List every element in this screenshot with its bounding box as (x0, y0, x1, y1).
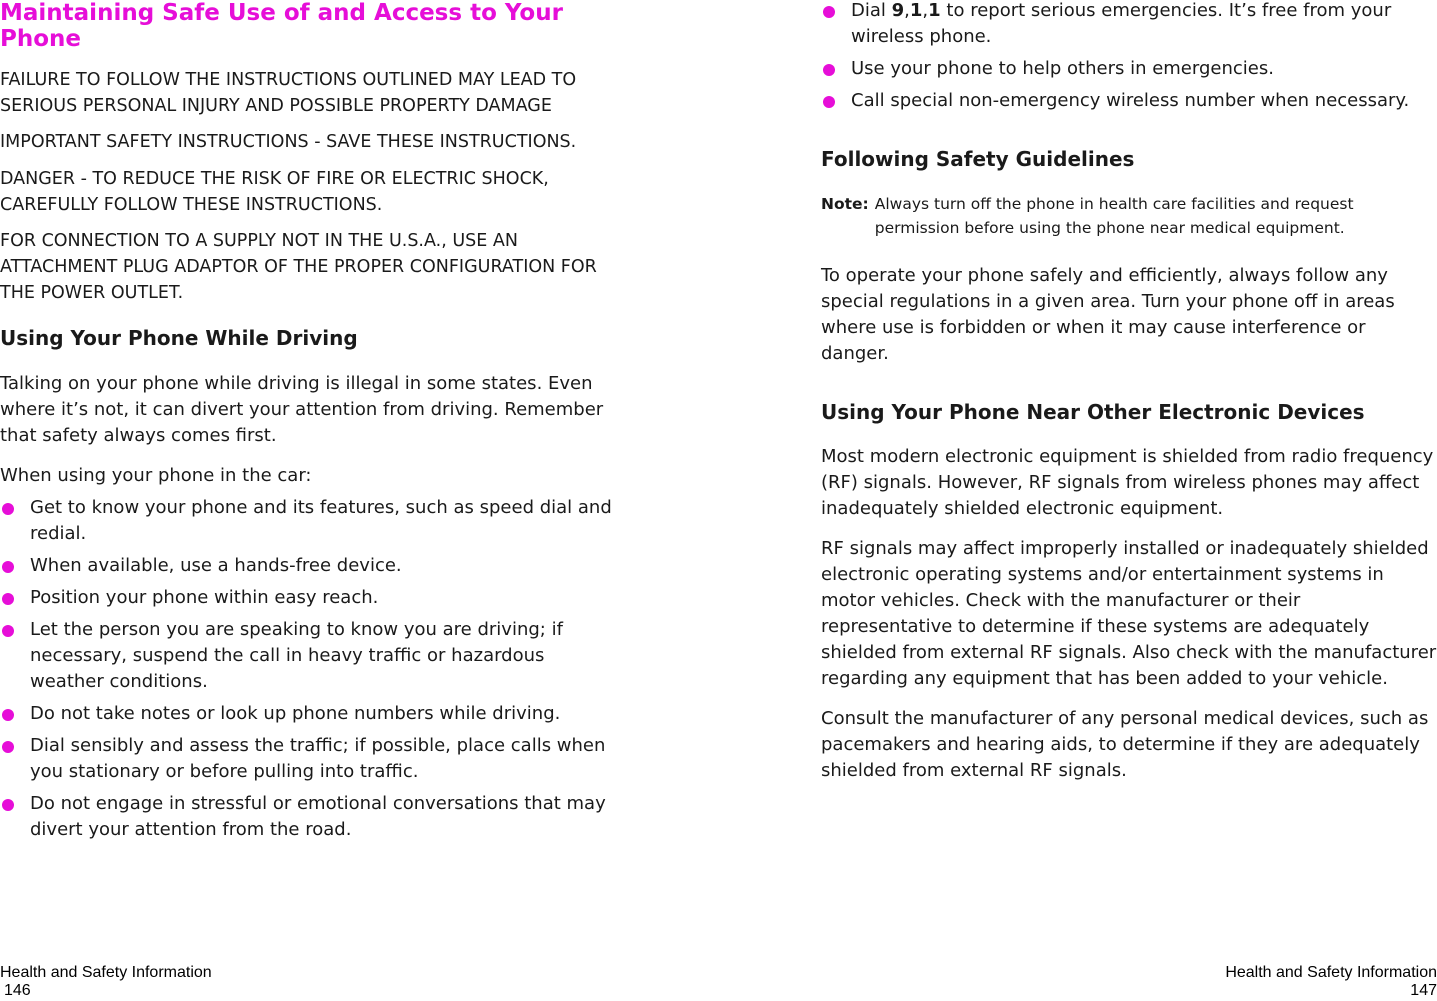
list-item: Use your phone to help others in emergencies. (821, 56, 1437, 82)
driving-intro: Talking on your phone while driving is illegal in some states. Even where it’s not, it can divert your attention from driving. Remember that safety always comes first. (0, 373, 604, 446)
bullet-icon (2, 741, 14, 753)
bullet-icon (823, 6, 835, 18)
emergency-bullet-list (821, 0, 1437, 114)
driving-bullet-list (0, 495, 620, 843)
footer-left (0, 964, 212, 1000)
list-item: Dial sensibly and assess the traffic; if possible, place calls when you stationary or before pulling into traffic. (0, 733, 620, 785)
bullet-icon (2, 625, 14, 637)
warning-important: IMPORTANT SAFETY INSTRUCTIONS - SAVE THESE INSTRUCTIONS. (0, 132, 577, 152)
guidelines-text: To operate your phone safely and efficiently, always follow any special regulations in a given area. Turn your phone off in areas where use is forbidden or when it may cause interference or danger. (821, 265, 1395, 364)
bullet-icon (823, 96, 835, 108)
bullet-icon (2, 593, 14, 605)
list-item: Position your phone within easy reach. (0, 585, 620, 611)
note-text: Always turn off the phone in health care facilities and request permission before using the phone near medical equipment. (874, 195, 1354, 237)
electronic-paragraph: RF signals may affect improperly installed or inadequately shielded electronic operating systems and/or entertainment systems in motor vehicles. Check with the manufacturer or their representative to determine if these systems are adequately shielded from external RF signals. Also check with the manufacturer regarding any equipment that has been added to your vehicle. (821, 538, 1437, 689)
list-item: Dial 9,1,1 to report serious emergencies. It’s free from your wireless phone. (821, 0, 1437, 50)
warning-danger: DANGER - TO REDUCE THE RISK OF FIRE OR ELECTRIC SHOCK, CAREFULLY FOLLOW THESE INSTRUCTIONS. (0, 169, 549, 215)
bullet-icon (2, 799, 14, 811)
car-intro: When using your phone in the car: (0, 465, 312, 486)
page-title: Maintaining Safe Use of and Access to Your Phone (0, 0, 563, 52)
note-label: Note: (821, 195, 869, 213)
left-page (0, 0, 620, 843)
list-item: Do not take notes or look up phone numbers while driving. (0, 701, 620, 727)
electronic-paragraph: Consult the manufacturer of any personal medical devices, such as pacemakers and hearing aids, to determine if they are adequately shielded from external RF signals. (821, 708, 1429, 781)
bullet-icon (2, 561, 14, 573)
page-number: 147 (1410, 982, 1437, 999)
list-item: Call special non-emergency wireless number when necessary. (821, 88, 1437, 114)
guidelines-heading: Following Safety Guidelines (821, 147, 1135, 171)
warning-connection: FOR CONNECTION TO A SUPPLY NOT IN THE U.S.A., USE AN ATTACHMENT PLUG ADAPTOR OF THE PROPER CONFIGURATION FOR THE POWER OUTLET. (0, 231, 597, 303)
footer-right (1225, 964, 1437, 1000)
list-item: Do not engage in stressful or emotional conversations that may divert your attention from the road. (0, 791, 620, 843)
bullet-icon (2, 503, 14, 515)
warning-failure: FAILURE TO FOLLOW THE INSTRUCTIONS OUTLINED MAY LEAD TO SERIOUS PERSONAL INJURY AND POSSIBLE PROPERTY DAMAGE (0, 70, 577, 116)
electronic-heading: Using Your Phone Near Other Electronic Devices (821, 400, 1365, 424)
right-page (821, 0, 1437, 784)
list-item: Let the person you are speaking to know you are driving; if necessary, suspend the call in heavy traffic or hazardous weather conditions. (0, 617, 620, 695)
list-item: Get to know your phone and its features, such as speed dial and redial. (0, 495, 620, 547)
list-item: When available, use a hands-free device. (0, 553, 620, 579)
electronic-paragraph: Most modern electronic equipment is shielded from radio frequency (RF) signals. However, RF signals from wireless phones may affect inadequately shielded electronic equipment. (821, 446, 1434, 519)
page-number: 146 (4, 982, 31, 999)
footer-section-label: Health and Safety Information (0, 964, 212, 981)
footer-section-label: Health and Safety Information (1225, 964, 1437, 981)
note-block (821, 192, 1437, 240)
bullet-icon (2, 709, 14, 721)
driving-heading: Using Your Phone While Driving (0, 326, 358, 350)
bullet-icon (823, 64, 835, 76)
